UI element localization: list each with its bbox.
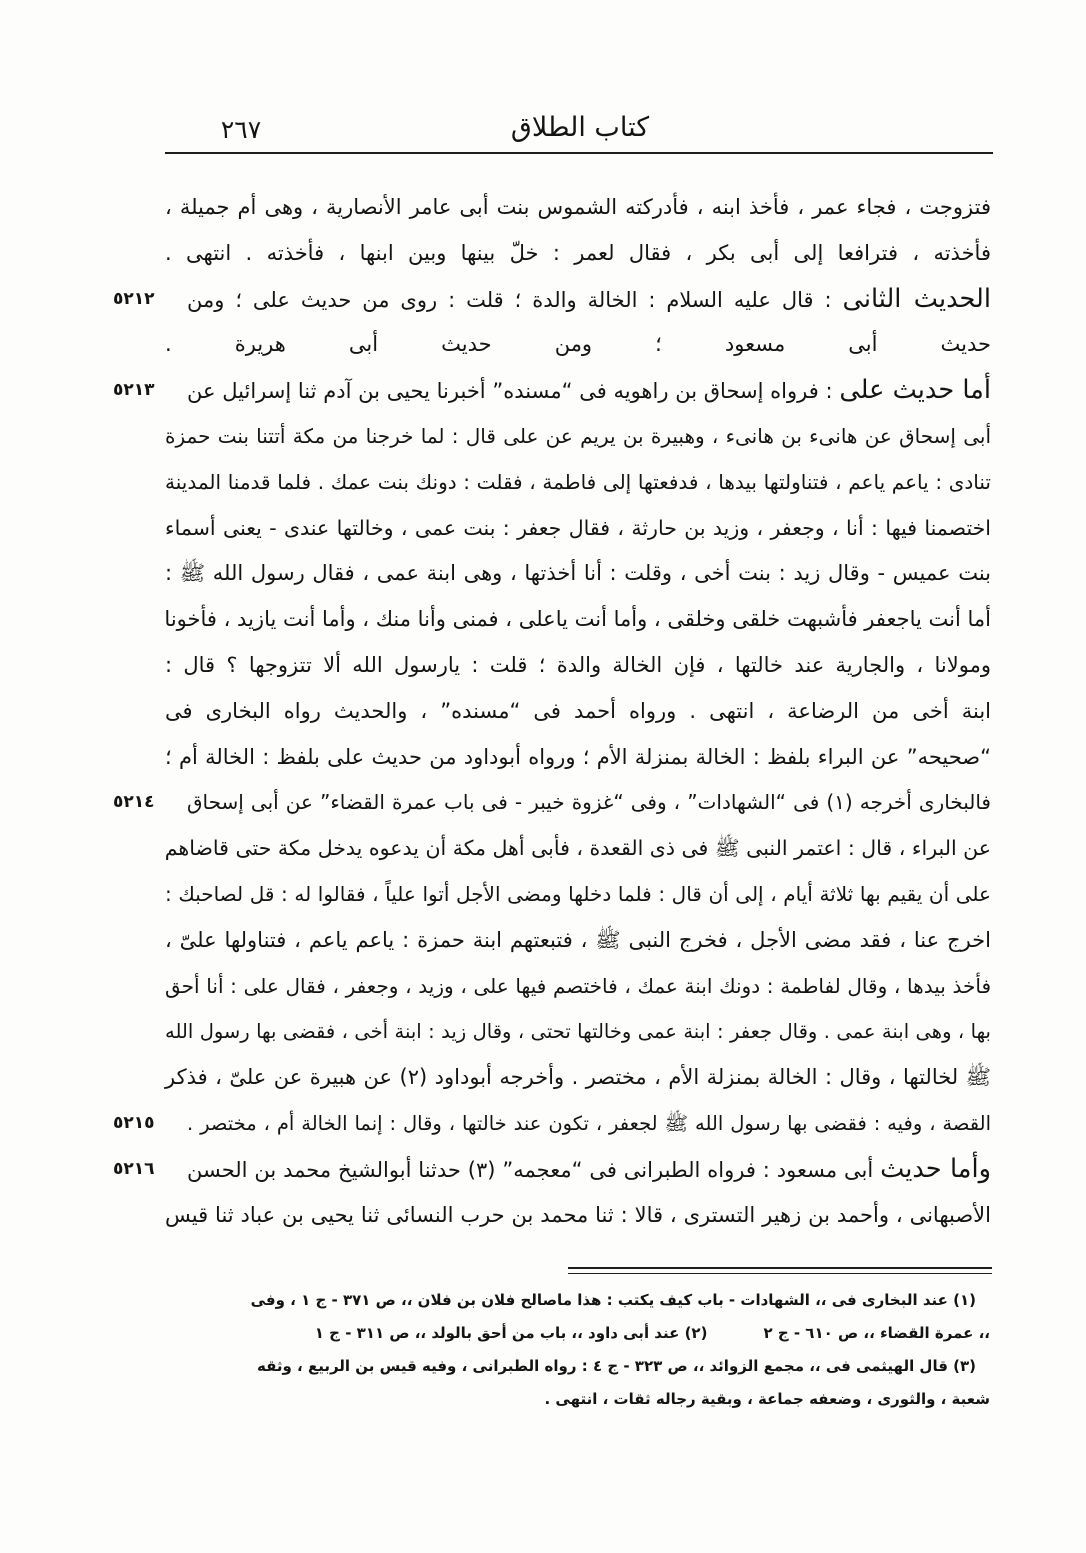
footnote-text: (١) عند البخارى فى ،، الشهادات - باب كيف يكتب : هذا ماصالح فلان بن فلان ،، ص ٣٧١ - ج ١ ، وفى (250, 1291, 976, 1309)
text-line (165, 460, 991, 506)
text-line (165, 551, 991, 597)
line-content: فأخذته ، فترافعا إلى أبى بكر ، فقال لعمر : خلّ بينها وبين ابنها ، فأخذته . انتهى . (165, 240, 991, 265)
line-content: “صحيحه” عن البراء بلفظ : الخالة بمنزلة الأم ؛ ورواه أبوداود من حديث على بلفظ : الخالة أم ؛ (165, 744, 991, 769)
text-line (165, 1055, 991, 1101)
line-text (165, 918, 991, 964)
text-line (165, 231, 991, 277)
line-text (165, 231, 991, 277)
text-line (165, 506, 991, 552)
hadith-number: ٥٢١٢ (113, 288, 155, 309)
footnote-line (168, 1350, 990, 1383)
line-text (187, 780, 991, 826)
line-content: ومولانا ، والجارية عند خالتها ، فإن الخالة والدة ؛ قلت : يارسول الله ألا تتزوجها ؟ قال : (165, 652, 991, 677)
text-line (113, 1101, 991, 1147)
text-line (113, 780, 991, 826)
hadith-number: ٥٢١٥ (113, 1112, 155, 1133)
text-line (165, 689, 991, 735)
line-content: : فرواه إسحاق بن راهويه فى “مسنده” أخبرنا يحيى بن آدم ثنا إسرائيل عن (187, 379, 833, 404)
text-line (113, 1147, 991, 1193)
line-text (165, 1009, 991, 1055)
section-lead: الحديث الثانى (842, 283, 991, 314)
header-divider (165, 152, 993, 154)
text-line (165, 872, 991, 918)
line-text (165, 826, 991, 872)
section-lead: وأما حديث (880, 1153, 991, 1184)
main-text (113, 185, 991, 1238)
page-title: كتاب الطلاق (510, 112, 650, 143)
footnote-text: (٣) قال الهيثمى فى ،، مجمع الزوائد ،، ص ٣٢٣ - ج ٤ : رواه الطبرانى ، وفيه قيس بن الربيع ، وثقه (256, 1357, 976, 1375)
line-text (187, 368, 991, 414)
line-text (165, 643, 991, 689)
line-text (165, 735, 991, 781)
footnote-line (168, 1284, 990, 1317)
text-line (165, 322, 991, 368)
line-text (165, 872, 991, 918)
footnote-text: ،، عمرة القضاء ،، ص ٦١٠ - ج ٢ (763, 1324, 990, 1342)
hadith-number: ٥٢١٦ (113, 1158, 155, 1179)
line-content: ابنة أخى من الرضاعة ، انتهى . ورواه أحمد فى “مسنده” ، والحديث رواه البخارى فى (165, 698, 991, 723)
line-content: الأصبهانى ، وأحمد بن زهير التسترى ، قالا : ثنا محمد بن حرب النسائى ثنا يحيى بن عباد ثنا قيس (165, 1202, 991, 1227)
footnote-divider (568, 1267, 992, 1269)
line-text (165, 506, 991, 552)
line-content: أبى إسحاق عن هانىء بن هانىء ، وهبيرة بن يريم عن على قال : لما خرجنا من مكة أتتنا بنت حمزة (165, 423, 991, 448)
text-line (165, 643, 991, 689)
line-text (165, 460, 991, 506)
line-text (165, 551, 991, 597)
line-text (165, 964, 991, 1010)
text-line (113, 277, 991, 323)
line-text (187, 1101, 991, 1147)
hadith-number: ٥٢١٣ (113, 380, 155, 401)
page-number: ٢٦٧ (220, 115, 262, 144)
text-line (165, 1193, 991, 1239)
line-content: أما أنت ياجعفر فأشبهت خلقى وخلقى ، وأما أنت ياعلى ، فمنى وأنا منك ، وأما أنت يازيد ، فأخونا (164, 607, 991, 632)
line-content: فأخذ بيدها ، وقال لفاطمة : دونك ابنة عمك ، فاختصم فيها على ، وزيد ، وجعفر ، فقال على : أنا أحق (165, 973, 991, 998)
line-content: : قال عليه السلام : الخالة والدة ؛ قلت : روى من حديث على ؛ ومن (187, 287, 832, 312)
line-text (187, 1147, 991, 1193)
line-text (165, 597, 991, 643)
line-text (165, 185, 991, 231)
hadith-number: ٥٢١٤ (113, 792, 155, 813)
line-content: فتزوجت ، فجاء عمر ، فأخذ ابنه ، فأدركته الشموس بنت أبى عامر الأنصارية ، وهى أم جميلة ، (165, 195, 991, 219)
section-lead: أما حديث على (839, 375, 991, 406)
footnote-line (168, 1383, 990, 1416)
line-text (165, 414, 991, 460)
line-text (187, 277, 991, 323)
footnote-divider-thin (568, 1273, 992, 1274)
line-content: فالبخارى أخرجه (١) فى “الشهادات” ، وفى “غزوة خيبر - فى باب عمرة القضاء” عن أبى إسحاق (187, 790, 991, 815)
line-content: على أن يقيم بها ثلاثة أيام ، إلى أن قال : فلما دخلها ومضى الأجل أتوا علياً ، فقالوا له : قل لصاحبك : (165, 881, 991, 906)
footnotes (168, 1284, 990, 1416)
line-content: اختصمنا فيها : أنا ، وجعفر ، وزيد بن حارثة ، فقال جعفر : بنت عمى ، وخالتها عندى - يعنى أسماء (165, 515, 991, 540)
text-line (165, 735, 991, 781)
line-text (165, 689, 991, 735)
line-content: عن البراء ، قال : اعتمر النبى ﷺ فى ذى القعدة ، فأبى أهل مكة أن يدعوه يدخل مكة حتى قاضاهم (164, 836, 991, 861)
line-content: بنت عميس - وقال زيد : بنت أخى ، وقلت : أنا أخذتها ، وهى ابنة عمى ، فقال رسول الله ﷺ : (165, 561, 991, 586)
line-content: بها ، وهى ابنة عمى . وقال جعفر : ابنة عمى وخالتها تحتى ، وقال زيد : ابنة أخى ، فقضى بها رسول الله (165, 1020, 991, 1044)
line-content: حديث أبى مسعود ؛ ومن حديث أبى هريرة . (165, 332, 991, 357)
text-line (165, 964, 991, 1010)
line-content: أبى مسعود : فرواه الطبرانى فى “معجمه” (٣) حدثنا أبوالشيخ محمد بن الحسن (187, 1157, 874, 1182)
text-line (165, 597, 991, 643)
line-text (165, 322, 991, 368)
line-content: اخرج عنا ، فقد مضى الأجل ، فخرج النبى ﷺ ، فتبعتهم ابنة حمزة : ياعم ياعم ، فتناولها علىّ ، (165, 927, 991, 952)
text-line (165, 918, 991, 964)
text-line (113, 368, 991, 414)
footnote-text: شعبة ، والثورى ، وضعفه جماعة ، وبقية رجاله ثقات ، انتهى . (544, 1390, 990, 1408)
text-line (165, 185, 991, 231)
line-content: القصة ، وفيه : فقضى بها رسول الله ﷺ لجعفر ، تكون عند خالتها ، وقال : إنما الخالة أم ، مختصر . (187, 1111, 991, 1135)
line-text (165, 1055, 991, 1101)
text-line (165, 826, 991, 872)
line-text (165, 1193, 991, 1239)
text-line (165, 414, 991, 460)
line-content: تنادى : ياعم ياعم ، فتناولتها بيدها ، فدفعتها إلى فاطمة ، فقلت : دونك بنت عمك . فلما قدمنا المدينة (165, 469, 991, 494)
line-content: ﷺ لخالتها ، وقال : الخالة بمنزلة الأم ، مختصر . وأخرجه أبوداود (٢) عن هبيرة عن علىّ ، فذكر (165, 1065, 991, 1090)
footnote-line (168, 1317, 990, 1350)
footnote-text: (٢) عند أبى داود ،، باب من أحق بالولد ،، ص ٣١١ - ج ١ (314, 1324, 708, 1342)
text-line (165, 1009, 991, 1055)
